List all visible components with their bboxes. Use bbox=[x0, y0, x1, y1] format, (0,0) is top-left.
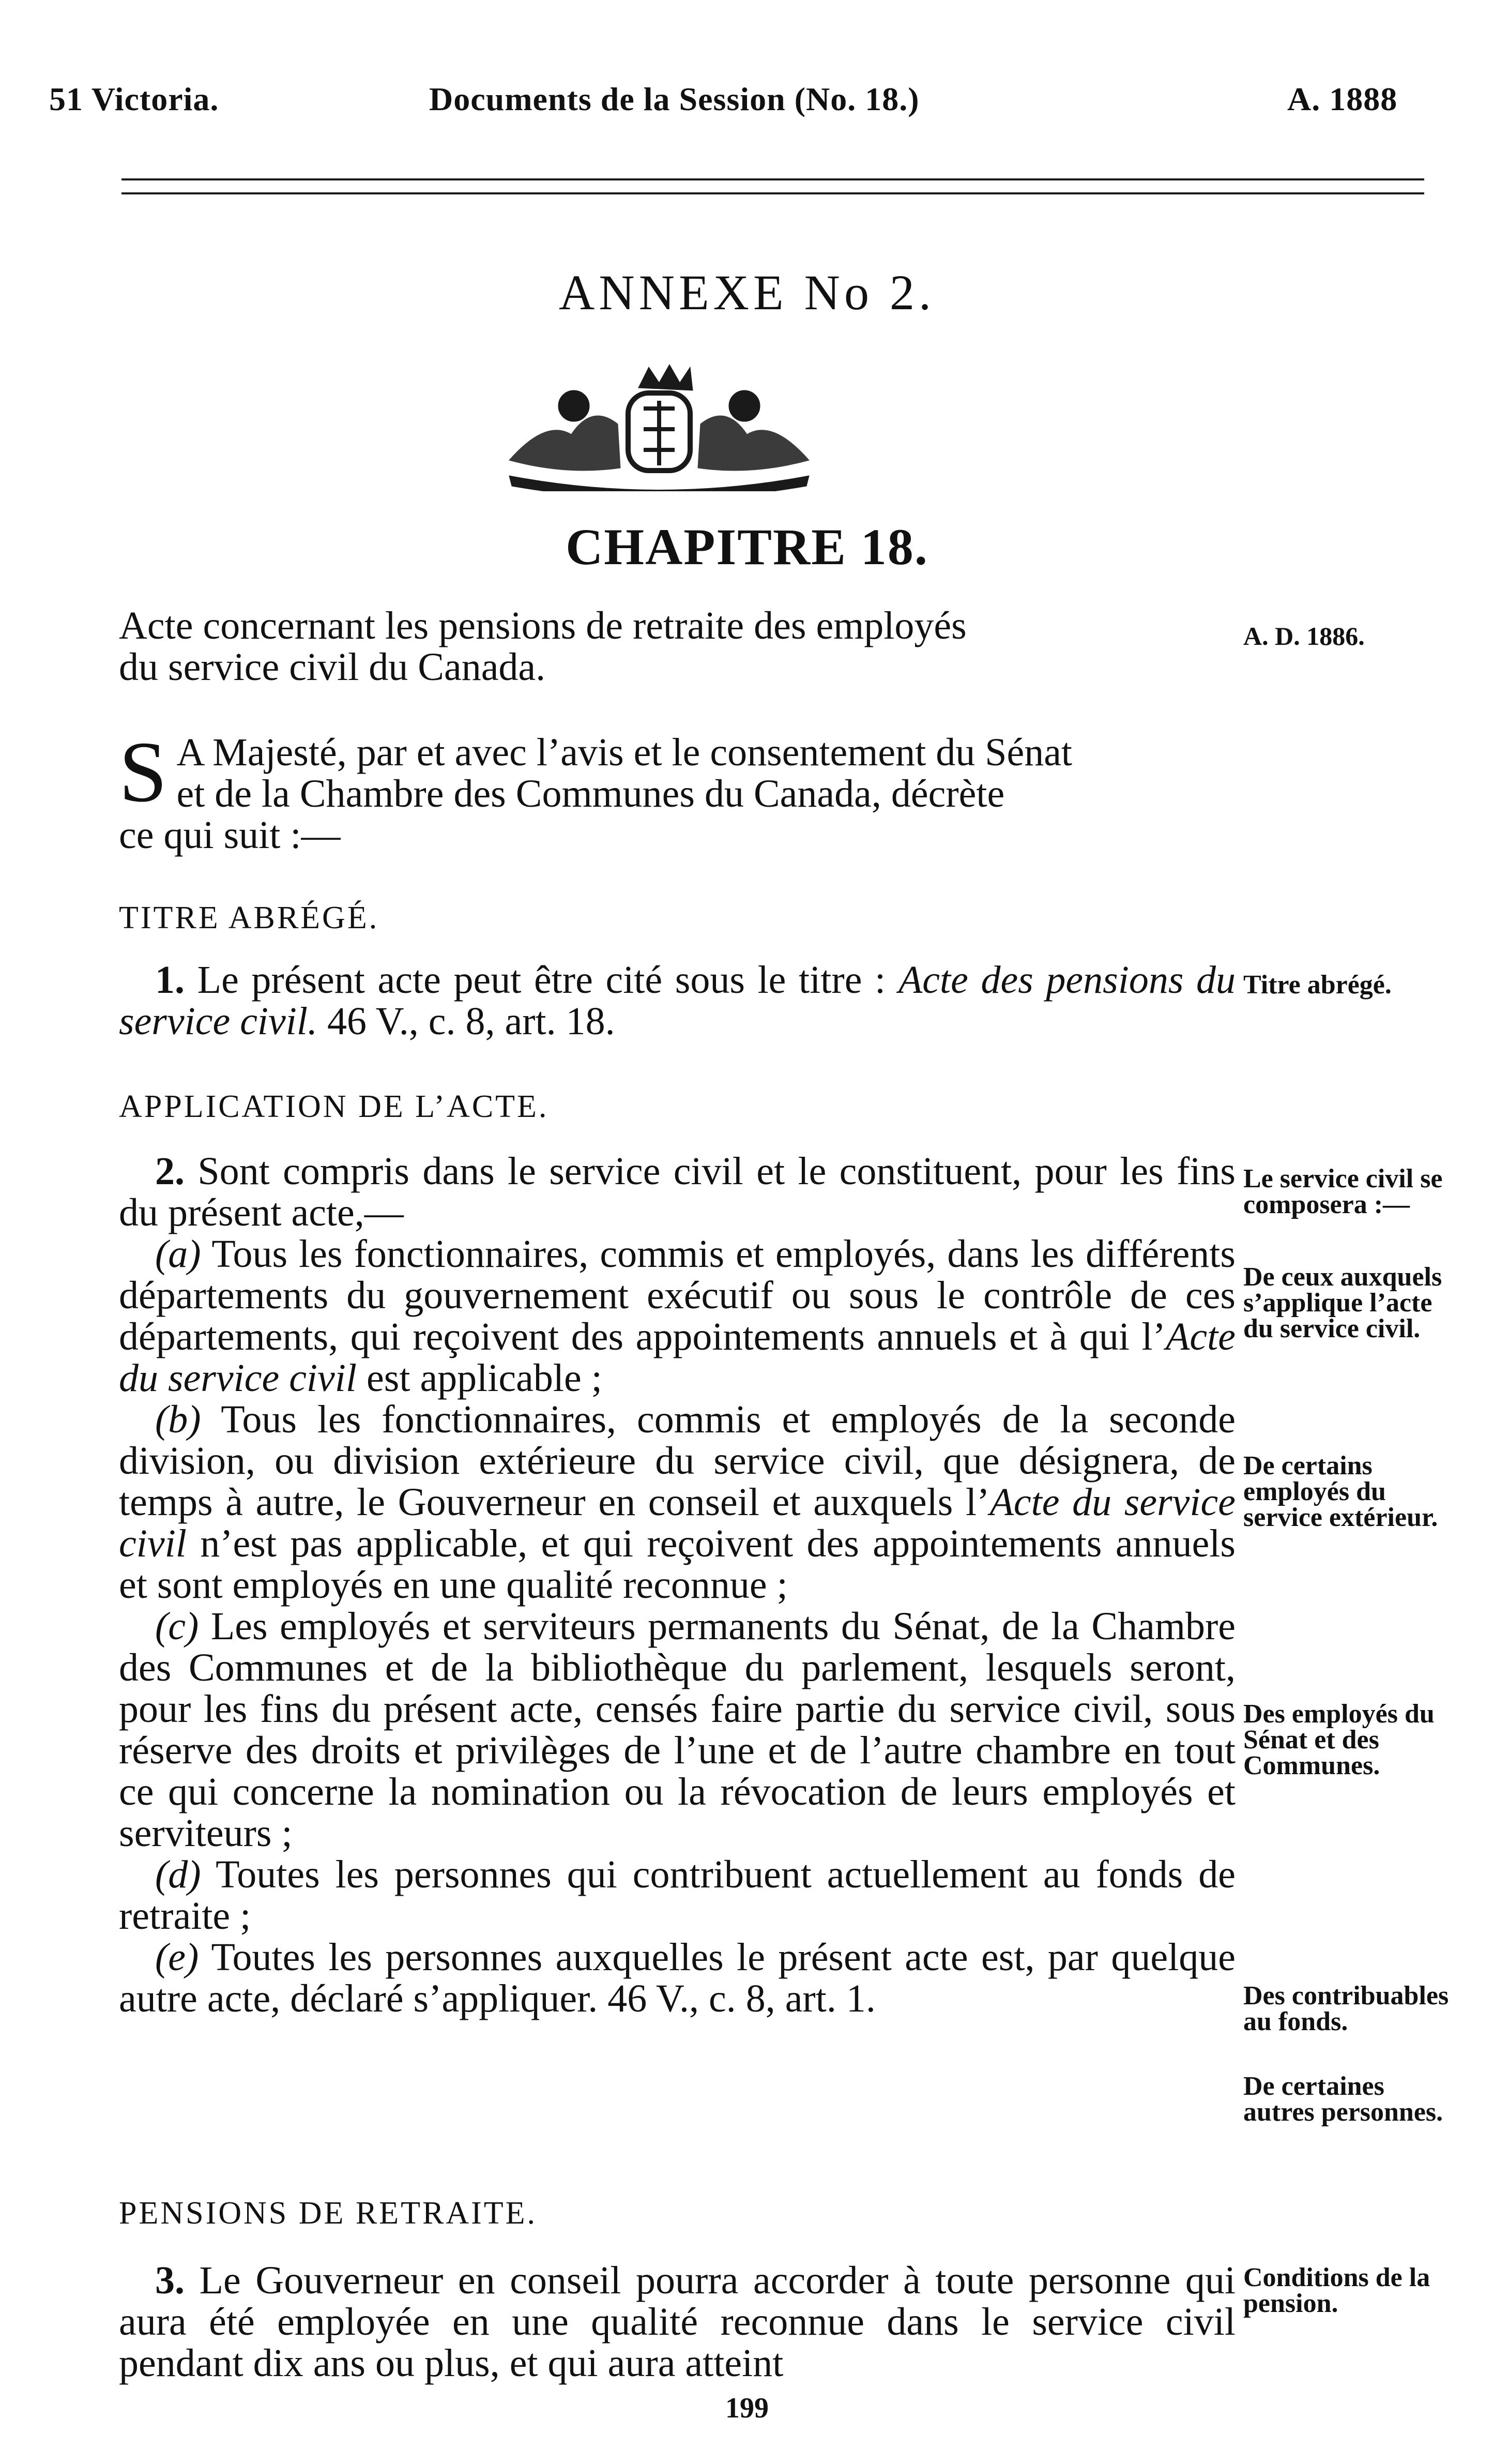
margin-paragraph-d: Des contribuables au fonds. bbox=[1243, 1981, 1449, 2036]
heading-pensions bbox=[119, 2193, 1236, 2234]
paragraph-label: (a) bbox=[155, 1232, 201, 1276]
short-title-italic: Acte des pensions du service civil. bbox=[119, 958, 1236, 1043]
paragraph-a bbox=[119, 1233, 1236, 1399]
act-title bbox=[119, 605, 1236, 688]
preamble-line-1: A Majesté, par et avec l’avis et le consentement du Sénat bbox=[176, 731, 1073, 774]
section-text: Sont compris dans le service civil et le constituent, pour les fins du présent acte,— bbox=[119, 1150, 1236, 1234]
margin-paragraph-c: Des employés du Sénat et des Communes. bbox=[1243, 1699, 1435, 1780]
page-number: 199 bbox=[725, 2392, 769, 2424]
margin-paragraph-a: De ceux auxquels s’applique l’acte du service civil. bbox=[1243, 1262, 1442, 1343]
paragraph-label: (d) bbox=[155, 1853, 201, 1896]
margin-paragraph-b: De certains employés du service extérieur. bbox=[1243, 1451, 1438, 1532]
act-title-line-1: Acte concernant les pensions de retraite des employés bbox=[119, 604, 967, 647]
paragraph-e bbox=[119, 1937, 1236, 2019]
running-head-right: A. 1888 bbox=[1287, 81, 1398, 117]
paragraph-text: Toutes les personnes auxquelles le présent acte est, par quelque autre acte, déclaré s’appliquer. 46 V., c. 8, art. 1. bbox=[119, 1936, 1236, 2020]
section-3 bbox=[119, 2260, 1236, 2384]
paragraph-label: (e) bbox=[155, 1936, 199, 1979]
italic-act-name: Acte du service civil bbox=[119, 1480, 1236, 1565]
margin-paragraph-e: De certaines autres personnes. bbox=[1243, 2072, 1443, 2127]
section-number: 1. bbox=[155, 958, 185, 1002]
italic-act-name: Acte du service civil bbox=[119, 1315, 1236, 1400]
margin-titre-abrege: Titre abrégé. bbox=[1243, 970, 1392, 1000]
margin-conditions-pension: Conditions de la pension. bbox=[1243, 2263, 1430, 2318]
paragraph-b bbox=[119, 1399, 1236, 1606]
section-text: Le Gouverneur en conseil pourra accorder à toute personne qui aura été employée en une qualité reconnue dans le service civil pendant dix ans ou plus, et qui aura atteint bbox=[119, 2259, 1236, 2385]
drop-cap: S bbox=[119, 724, 167, 820]
margin-year: A. D. 1886. bbox=[1243, 622, 1365, 651]
running-head-center: Documents de la Session (No. 18.) bbox=[429, 81, 920, 117]
section-text: Le présent acte peut être cité sous le titre : bbox=[197, 958, 886, 1002]
citation: 46 V., c. 8, art. 18. bbox=[327, 1000, 615, 1043]
act-title-line-2: du service civil du Canada. bbox=[119, 645, 546, 689]
annexe-title: ANNEXE No 2. bbox=[559, 265, 935, 320]
chapter-heading: CHAPITRE 18. bbox=[566, 518, 928, 576]
paragraph-text: Toutes les personnes qui contribuent actuellement au fonds de retraite ; bbox=[119, 1853, 1236, 1938]
section-number: 2. bbox=[155, 1150, 185, 1193]
heading-text: TITRE ABRÉGÉ. bbox=[119, 900, 379, 935]
paragraph-c bbox=[119, 1606, 1236, 1854]
paragraph-text: Tous les fonctionnaires, commis et employés de la seconde division, ou division extérieure du service civil, que désignera, de temps à autre, le Gouverneur en conseil et auxquels l’ bbox=[119, 1398, 1236, 1524]
heading-text: APPLICATION DE L’ACTE. bbox=[119, 1089, 549, 1124]
preamble-line-2: et de la Chambre des Communes du Canada, décrète bbox=[176, 772, 1005, 815]
paragraph-label: (b) bbox=[155, 1398, 201, 1441]
preamble bbox=[119, 724, 1236, 857]
section-2 bbox=[119, 1151, 1236, 2019]
heading-text: PENSIONS DE RETRAITE. bbox=[119, 2196, 538, 2231]
paragraph-label: (c) bbox=[155, 1605, 199, 1648]
running-head-left: 51 Victoria. bbox=[49, 81, 219, 117]
paragraph-text: Tous les fonctionnaires, commis et employés, dans les différents départements du gouvernement exécutif ou sous le contrôle de ces départements, qui reçoivent des appointements annuels et à qui l’ bbox=[119, 1232, 1236, 1358]
preamble-line-3: ce qui suit :— bbox=[119, 813, 341, 857]
heading-titre-abrege bbox=[119, 897, 1236, 939]
section-1 bbox=[119, 959, 1236, 1042]
heading-application bbox=[119, 1086, 1236, 1127]
section-number: 3. bbox=[155, 2259, 185, 2302]
paragraph-d bbox=[119, 1854, 1236, 1937]
header-rule-bottom bbox=[121, 192, 1424, 194]
margin-service-civil: Le service civil se composera :— bbox=[1243, 1164, 1443, 1219]
header-rule-top bbox=[121, 178, 1424, 180]
royal-coat-of-arms-emblem bbox=[489, 357, 830, 491]
paragraph-text: Les employés et serviteurs permanents du Sénat, de la Chambre des Communes et de la bibliothèque du parlement, lesquels seront, pour les fins du présent acte, censés faire partie du service civil, sous réserve des droits et privilèges de l’une et de l’autre chambre en tout ce qui concerne la nomination ou la révocation de leurs employés et serviteurs ; bbox=[119, 1605, 1236, 1855]
paragraph-text-cont: n’est pas applicable, et qui reçoivent des appointements annuels et sont employés en une qualité reconnue ; bbox=[119, 1522, 1236, 1607]
paragraph-text-cont: est applicable ; bbox=[357, 1356, 602, 1400]
